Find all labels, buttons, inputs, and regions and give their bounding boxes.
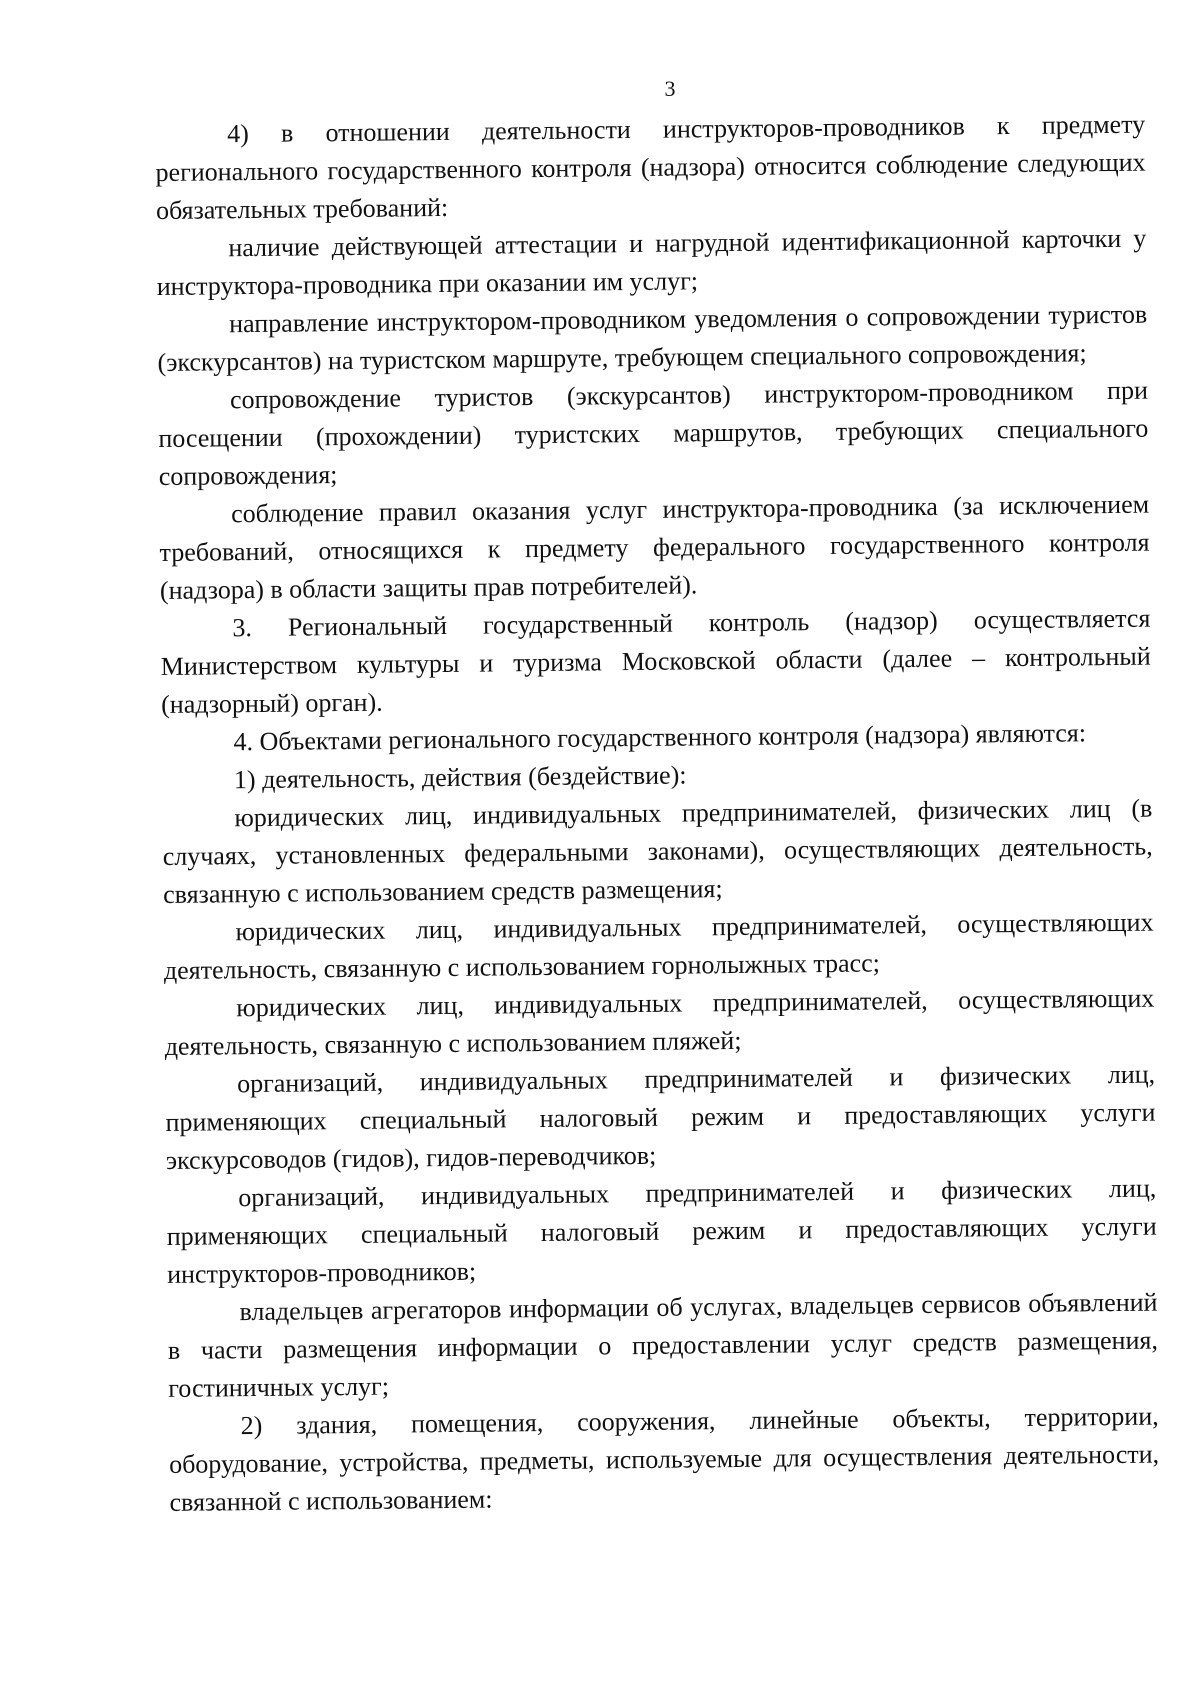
paragraph: соблюдение правил оказания услуг инструктора-проводника (за исключением требований, относящихся к предмету федерального государственного контроля (надзора) в области защиты прав потребителей). [159, 489, 1150, 605]
paragraph: организаций, индивидуальных предпринимателей и физических лиц, применяющих специальный налоговый режим и предоставляющих услуги экскурсоводов (гидов), гидов-переводчиков; [165, 1059, 1156, 1175]
paragraph: организаций, индивидуальных предпринимателей и физических лиц, применяющих специальный налоговый режим и предоставляющих услуги инструкторов-проводников; [166, 1173, 1157, 1289]
paragraph: 1) деятельность, действия (бездействие): [233, 760, 687, 795]
paragraph: 3. Региональный государственный контроль (надзор) осуществляется Министерством культуры и туризма Московской области (далее – контрольный (надзорный) орган). [160, 603, 1151, 719]
paragraph: 4. Объектами регионального государственного контроля (надзора) являются: [233, 718, 1087, 757]
paragraph: владельцев агрегаторов информации об услугах, владельцев сервисов объявлений в части размещения информации о предоставлении услуг средств размещения, гостиничных услуг; [167, 1287, 1159, 1403]
paragraph: 2) здания, помещения, сооружения, линейные объекты, территории, оборудование, устройства, предметы, используемые для осуществления деятельности, связанной с использованием: [168, 1401, 1160, 1517]
paragraph: 4) в отношении деятельности инструкторов-проводников к предмету регионального государственного контроля (надзора) относится соблюдение следующих обязательных требований: [155, 109, 1146, 225]
paragraph: направление инструктором-проводником уведомления о сопровождении туристов (экскурсантов) на туристском маршруте, требующем специального сопровождения; [157, 299, 1148, 377]
document-body [155, 106, 1160, 1522]
paragraph: наличие действующей аттестации и нагрудной идентификационной карточки у инструктора-проводника при оказании им услуг; [156, 223, 1147, 301]
page-number: 3 [664, 76, 676, 101]
paragraph: юридических лиц, индивидуальных предпринимателей, осуществляющих деятельность, связанную с использованием пляжей; [164, 983, 1155, 1061]
paragraph: юридических лиц, индивидуальных предпринимателей, физических лиц (в случаях, установленных федеральными законами), осуществляющих деятельность, связанную с использованием средств размещения; [162, 793, 1153, 909]
paragraph: юридических лиц, индивидуальных предпринимателей, осуществляющих деятельность, связанную с использованием горнолыжных трасс; [163, 907, 1154, 985]
paragraph: сопровождение туристов (экскурсантов) инструктором-проводником при посещении (прохождении) туристских маршрутов, требующих специального сопровождения; [158, 375, 1149, 491]
